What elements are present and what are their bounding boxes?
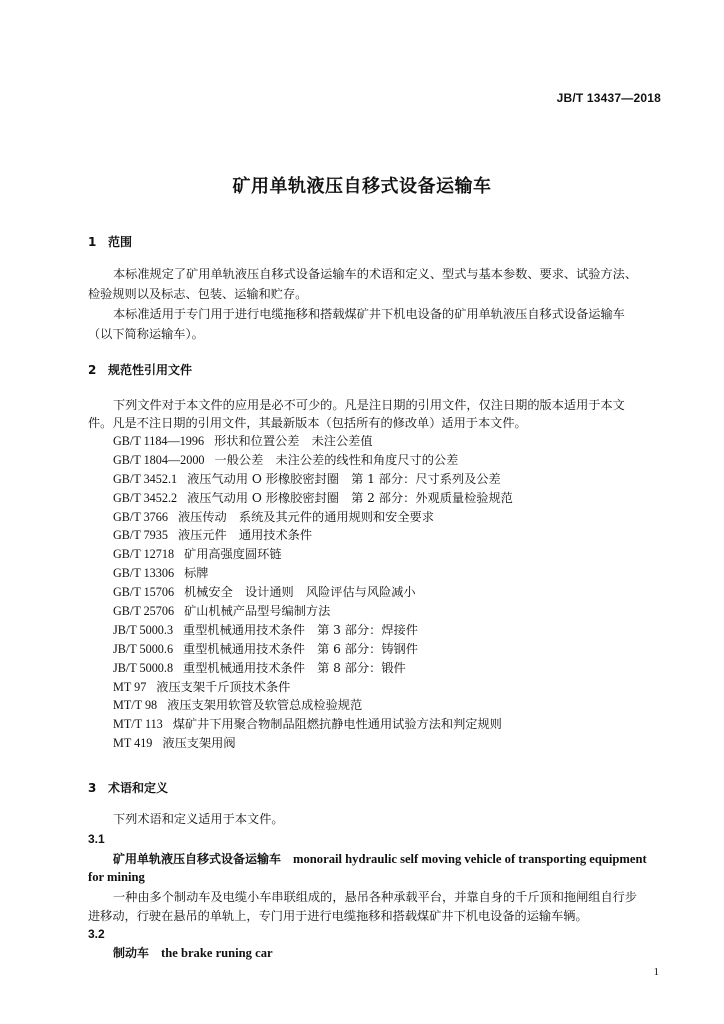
reference-item	[113, 659, 513, 678]
reference-code: GB/T 7935	[113, 528, 168, 543]
reference-code: GB/T 25706	[113, 604, 175, 619]
section-2-heading	[88, 361, 192, 378]
reference-code: MT 97	[113, 679, 147, 694]
reference-code: JB/T 5000.3	[113, 622, 174, 637]
reference-item	[113, 545, 513, 564]
term-3-2-title	[113, 944, 273, 961]
reference-code: GB/T 12718	[113, 547, 175, 562]
section-number: 3	[88, 781, 97, 795]
term-3-1-def-line2: 进移动，行驶在悬吊的单轨上，专门用于进行电缆拖移和搭载煤矿井下机电设备的运输车辆。	[88, 909, 588, 923]
reference-title: 机械安全 设计通则 风险评估与风险减小	[184, 585, 416, 600]
reference-item	[113, 508, 513, 527]
scope-para2-line2: （以下简称运输车）。	[88, 327, 204, 341]
reference-item	[113, 489, 513, 508]
standard-number: JB/T 13437—2018	[556, 91, 661, 105]
term-3-1-def-line1: 一种由多个制动车及电缆小车串联组成的，悬吊各种承载平台，并靠自身的千斤顶和拖闸组自行步	[113, 890, 638, 904]
section-number: 2	[88, 363, 97, 377]
reference-title: 煤矿井下用聚合物制品阻燃抗静电性通用试验方法和判定规则	[172, 717, 502, 732]
reference-code: GB/T 3766	[113, 509, 168, 524]
term-3-1-title	[113, 850, 647, 867]
reference-item	[113, 451, 513, 470]
section-title: 范围	[108, 235, 133, 249]
reference-item	[113, 564, 513, 583]
scope-para1-line1: 本标准规定了矿用单轨液压自移式设备运输车的术语和定义、型式与基本参数、要求、试验方法、	[113, 267, 638, 281]
reference-item	[113, 583, 513, 602]
reference-title: 液压气动用 O 形橡胶密封圈 第 1 部分：尺寸系列及公差	[187, 471, 501, 486]
reference-title: 液压元件 通用技术条件	[177, 528, 313, 543]
document-title: 矿用单轨液压自移式设备运输车	[232, 176, 492, 197]
reference-item	[113, 621, 513, 640]
reference-code: GB/T 1804—2000	[113, 452, 205, 467]
reference-title: 形状和位置公差 未注公差值	[214, 434, 373, 448]
reference-title: 一般公差 未注公差的线性和角度尺寸的公差	[214, 452, 459, 467]
reference-item	[113, 640, 513, 659]
page-number: 1	[653, 966, 659, 978]
section-title: 术语和定义	[108, 781, 169, 795]
reference-item	[113, 715, 513, 734]
reference-item	[113, 470, 513, 489]
reference-code: JB/T 5000.8	[113, 660, 174, 675]
reference-item	[113, 678, 513, 697]
reference-item	[113, 432, 513, 451]
reference-title: 液压支架千斤顶技术条件	[156, 679, 291, 694]
reference-title: 重型机械通用技术条件 第 8 部分：锻件	[183, 660, 406, 675]
term-chinese-name: 矿用单轨液压自移式设备运输车	[113, 852, 282, 866]
term-english-name-cont: for mining	[88, 870, 145, 884]
term-3-2-number: 3.2	[88, 927, 105, 941]
reference-title: 标牌	[184, 566, 209, 581]
refs-intro-line2: 件。凡是不注日期的引用文件，其最新版本（包括所有的修改单）适用于本文件。	[88, 416, 527, 430]
reference-code: JB/T 5000.6	[113, 641, 174, 656]
reference-item	[113, 526, 513, 545]
reference-title: 液压支架用阀	[162, 736, 236, 751]
term-english-name: monorail hydraulic self moving vehicle of transporting equipment	[293, 852, 647, 866]
scope-para1-line2: 检验规则以及标志、包装、运输和贮存。	[88, 287, 308, 301]
reference-title: 矿山机械产品型号编制方法	[184, 604, 331, 619]
reference-title: 液压支架用软管及软管总成检验规范	[167, 698, 363, 713]
reference-item	[113, 602, 513, 621]
reference-code: MT/T 98	[113, 698, 158, 713]
term-3-1-title-cont	[88, 870, 145, 885]
reference-item	[113, 696, 513, 715]
reference-list	[113, 432, 513, 753]
term-3-1-number: 3.1	[88, 832, 105, 846]
reference-code: MT 419	[113, 736, 153, 751]
reference-title: 重型机械通用技术条件 第 6 部分：铸钢件	[183, 641, 418, 656]
section-title: 规范性引用文件	[108, 363, 193, 377]
reference-item	[113, 734, 513, 753]
reference-title: 矿用高强度圆环链	[184, 547, 282, 562]
reference-code: GB/T 3452.2	[113, 490, 178, 505]
reference-title: 液压传动 系统及其元件的通用规则和安全要求	[177, 509, 434, 524]
section-number: 1	[88, 235, 97, 249]
scope-para2-line1: 本标准适用于专门用于进行电缆拖移和搭载煤矿井下机电设备的矿用单轨液压自移式设备运输车	[113, 307, 625, 321]
reference-title: 重型机械通用技术条件 第 3 部分：焊接件	[183, 622, 418, 637]
reference-title: 液压气动用 O 形橡胶密封圈 第 2 部分：外观质量检验规范	[187, 490, 513, 505]
terms-intro: 下列术语和定义适用于本文件。	[113, 812, 284, 826]
reference-code: GB/T 1184—1996	[113, 434, 205, 448]
reference-code: GB/T 15706	[113, 585, 175, 600]
reference-code: MT/T 113	[113, 717, 163, 732]
term-chinese-name: 制动车	[113, 946, 150, 960]
term-english-name: the brake runing car	[161, 946, 273, 960]
reference-code: GB/T 3452.1	[113, 471, 178, 486]
refs-intro-line1: 下列文件对于本文件的应用是必不可少的。凡是注日期的引用文件，仅注日期的版本适用于本文	[113, 398, 625, 412]
section-1-heading	[88, 233, 132, 250]
section-3-heading	[88, 779, 168, 796]
reference-code: GB/T 13306	[113, 566, 175, 581]
